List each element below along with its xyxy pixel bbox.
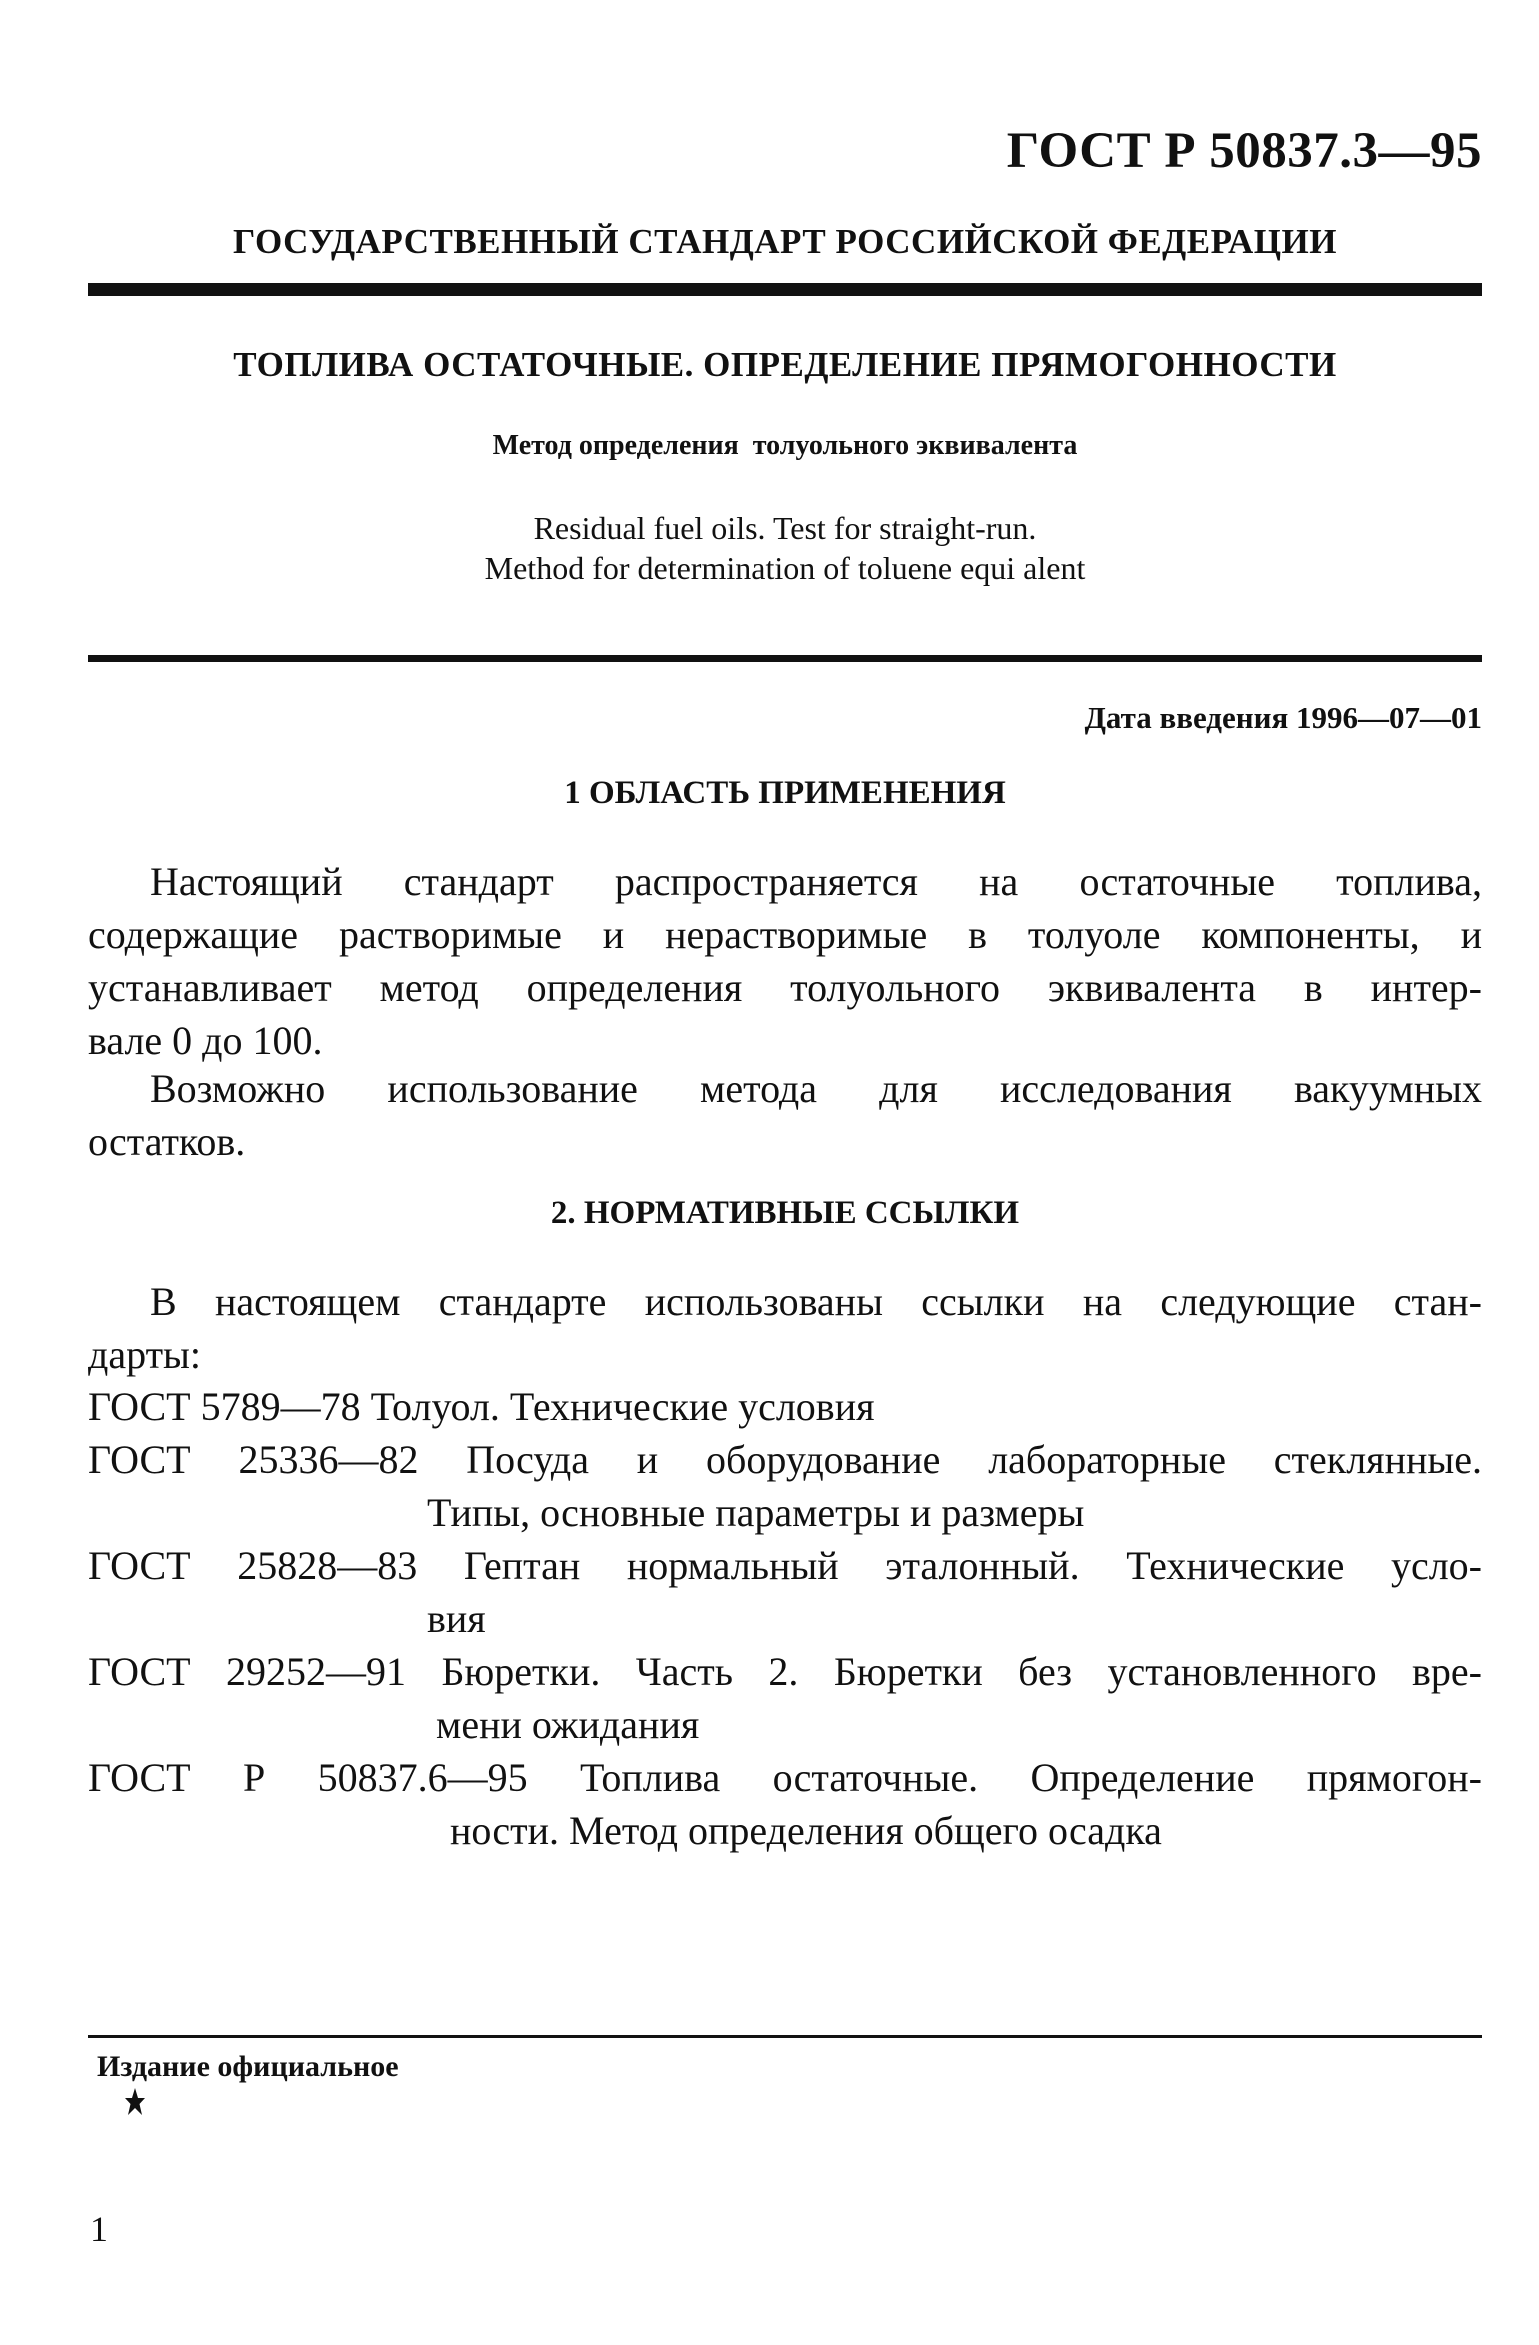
page-number: 1 (90, 2209, 108, 2249)
reference-item (88, 1539, 1482, 1645)
reference-title: Бюретки. Часть 2. Бюретки без установленного вре- (441, 1649, 1482, 1694)
reference-code: ГОСТ 29252—91 (88, 1649, 407, 1694)
official-edition-label: Издание официальное (97, 2050, 399, 2083)
references-intro (88, 1275, 1482, 1381)
title-divider (88, 655, 1482, 662)
paragraph-line: устанавливает метод определения толуольного эквивалента в интер- (88, 965, 1482, 1010)
star-icon (124, 2087, 146, 2117)
reference-title-continued: мени ожидания (436, 1702, 700, 1747)
paragraph-line: Возможно использование метода для исследования вакуумных (150, 1066, 1482, 1111)
header-divider (88, 283, 1482, 296)
english-title-line: Residual fuel oils. Test for straight-run. (533, 510, 1037, 546)
paragraph-line: остатков. (88, 1119, 246, 1164)
reference-title-continued: ности. Метод определения общего осадка (450, 1808, 1162, 1853)
reference-code: ГОСТ 25336—82 (88, 1437, 419, 1482)
introduction-date: Дата введения 1996—07—01 (1084, 700, 1482, 735)
gost-number: ГОСТ Р 50837.3—95 (1006, 123, 1482, 179)
reference-item (88, 1645, 1482, 1751)
paragraph-line: дарты: (88, 1332, 202, 1377)
section-2-heading: 2. НОРМАТИВНЫЕ ССЫЛКИ (550, 1195, 1020, 1231)
reference-item (88, 1751, 1482, 1857)
reference-code: ГОСТ Р 50837.6—95 (88, 1755, 528, 1800)
section-1-heading: 1 ОБЛАСТЬ ПРИМЕНЕНИЯ (564, 775, 1006, 811)
paragraph-line: Настоящий стандарт распространяется на остаточные топлива, (150, 859, 1482, 904)
english-title (88, 508, 1482, 588)
reference-title: Посуда и оборудование лабораторные стеклянные. (466, 1437, 1483, 1482)
paragraph-line: В настоящем стандарте использованы ссылки на следующие стан- (150, 1279, 1482, 1324)
reference-item (88, 1380, 1482, 1433)
reference-item (88, 1433, 1482, 1539)
references-list (88, 1380, 1482, 1857)
paragraph-line: содержащие растворимые и нерастворимые в толуоле компоненты, и (88, 912, 1482, 957)
scope-note-paragraph (88, 1062, 1482, 1168)
reference-title-continued: Типы, основные параметры и размеры (427, 1490, 1085, 1535)
footer-divider (88, 2035, 1482, 2038)
reference-title: Гептан нормальный эталонный. Технические усло- (463, 1543, 1483, 1588)
paragraph-line: вале 0 до 100. (88, 1018, 323, 1063)
document-subtitle: Метод определения толуольного эквивалента (492, 430, 1078, 461)
reference-code: ГОСТ 25828—83 (88, 1543, 418, 1588)
english-title-line: Method for determination of toluene equi alent (484, 550, 1086, 586)
document-title: ТОПЛИВА ОСТАТОЧНЫЕ. ОПРЕДЕЛЕНИЕ ПРЯМОГОННОСТИ (233, 345, 1337, 384)
reference-title: Топлива остаточные. Определение прямогон- (579, 1755, 1482, 1800)
reference-title-continued: вия (427, 1596, 486, 1641)
scope-paragraph (88, 855, 1482, 1067)
state-standard-heading: ГОСУДАРСТВЕННЫЙ СТАНДАРТ РОССИЙСКОЙ ФЕДЕРАЦИИ (233, 222, 1337, 261)
reference-title: Толуол. Технические условия (370, 1384, 875, 1429)
reference-code: ГОСТ 5789—78 (88, 1384, 361, 1429)
